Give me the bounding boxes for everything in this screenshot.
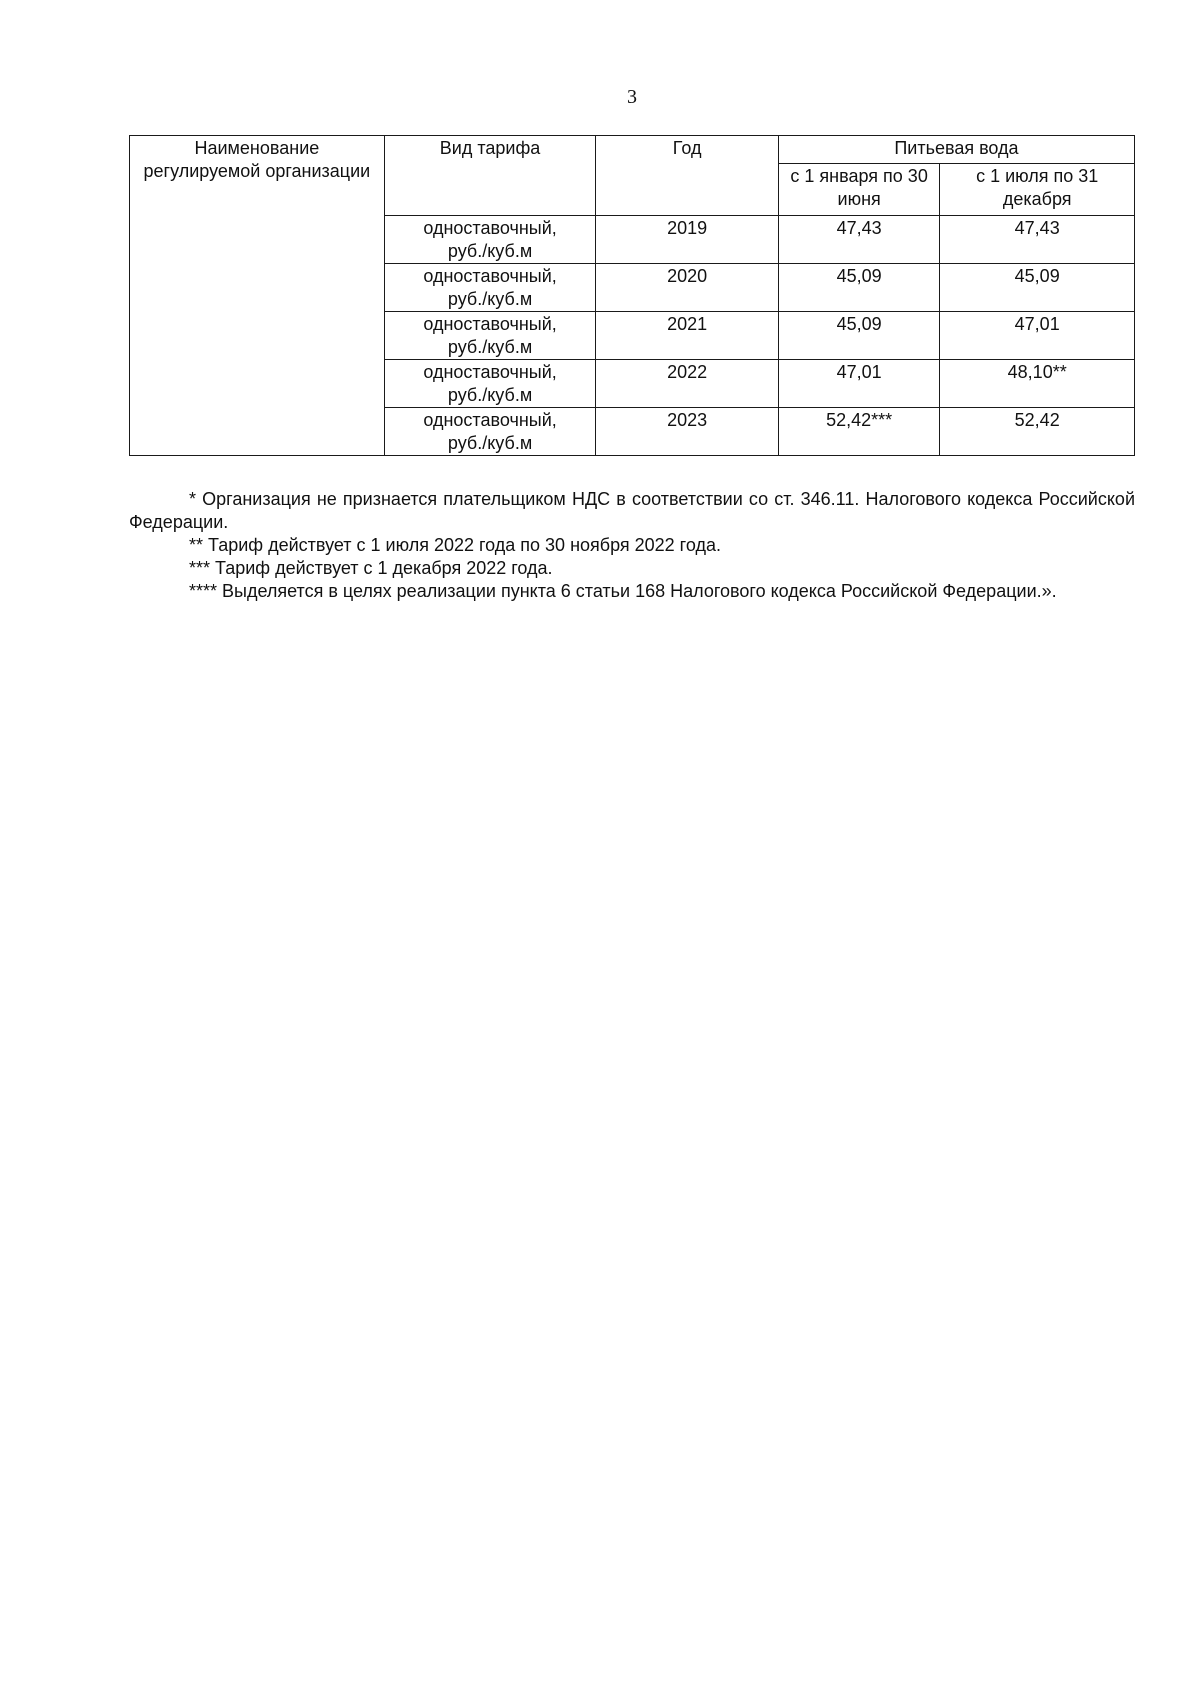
tariff-type-cell (384, 408, 596, 456)
footnote-2: ** Тариф действует с 1 июля 2022 года по 30 ноября 2022 года. (189, 535, 721, 555)
tariff-h1-cell: 52,42*** (778, 408, 939, 456)
year-cell: 2020 (596, 264, 779, 312)
tariff-unit-line: руб./куб.м (447, 385, 533, 405)
tariff-h2-cell: 48,10** (940, 360, 1135, 408)
tariff-h2-cell: 52,42 (940, 408, 1135, 456)
tariff-type-cell (384, 264, 596, 312)
tariff-type-line: одноставочный, (423, 362, 557, 382)
tariff-h1-cell: 45,09 (778, 264, 939, 312)
footnote-3: *** Тариф действует с 1 декабря 2022 года. (189, 558, 553, 578)
year-cell: 2023 (596, 408, 779, 456)
year-cell: 2021 (596, 312, 779, 360)
footnote-4: **** Выделяется в целях реализации пункта 6 статьи 168 Налогового кодекса Российской Федерации.». (189, 581, 1057, 601)
tariff-table (129, 135, 1135, 456)
header-period-2: с 1 июля по 31 декабря (940, 164, 1135, 216)
header-organization: Наименование регулируемой организации (130, 136, 385, 456)
header-period-1: с 1 января по 30 июня (778, 164, 939, 216)
tariff-h2-cell: 45,09 (940, 264, 1135, 312)
tariff-unit-line: руб./куб.м (447, 433, 533, 453)
year-cell: 2022 (596, 360, 779, 408)
tariff-type-line: одноставочный, (423, 218, 557, 238)
header-drinking-water: Питьевая вода (778, 136, 1134, 164)
tariff-unit-line: руб./куб.м (447, 289, 533, 309)
tariff-type-cell (384, 216, 596, 264)
tariff-type-line: одноставочный, (423, 410, 557, 430)
tariff-h2-cell: 47,01 (940, 312, 1135, 360)
tariff-type-cell (384, 312, 596, 360)
tariff-h1-cell: 47,01 (778, 360, 939, 408)
tariff-h1-cell: 47,43 (778, 216, 939, 264)
tariff-unit-line: руб./куб.м (447, 337, 533, 357)
tariff-type-line: одноставочный, (423, 314, 557, 334)
footnote-1: * Организация не признается плательщиком НДС в соответствии со ст. 346.11. Налогового кодекса Российской Федерации. (129, 489, 1135, 532)
header-year: Год (596, 136, 779, 216)
tariff-h1-cell: 45,09 (778, 312, 939, 360)
tariff-h2-cell: 47,43 (940, 216, 1135, 264)
tariff-type-cell (384, 360, 596, 408)
year-cell: 2019 (596, 216, 779, 264)
tariff-type-line: одноставочный, (423, 266, 557, 286)
header-tariff-type: Вид тарифа (384, 136, 596, 216)
tariff-unit-line: руб./куб.м (447, 241, 533, 261)
table-header-row (130, 136, 1135, 164)
page-number: 3 (627, 86, 637, 108)
footnotes (129, 488, 1135, 603)
